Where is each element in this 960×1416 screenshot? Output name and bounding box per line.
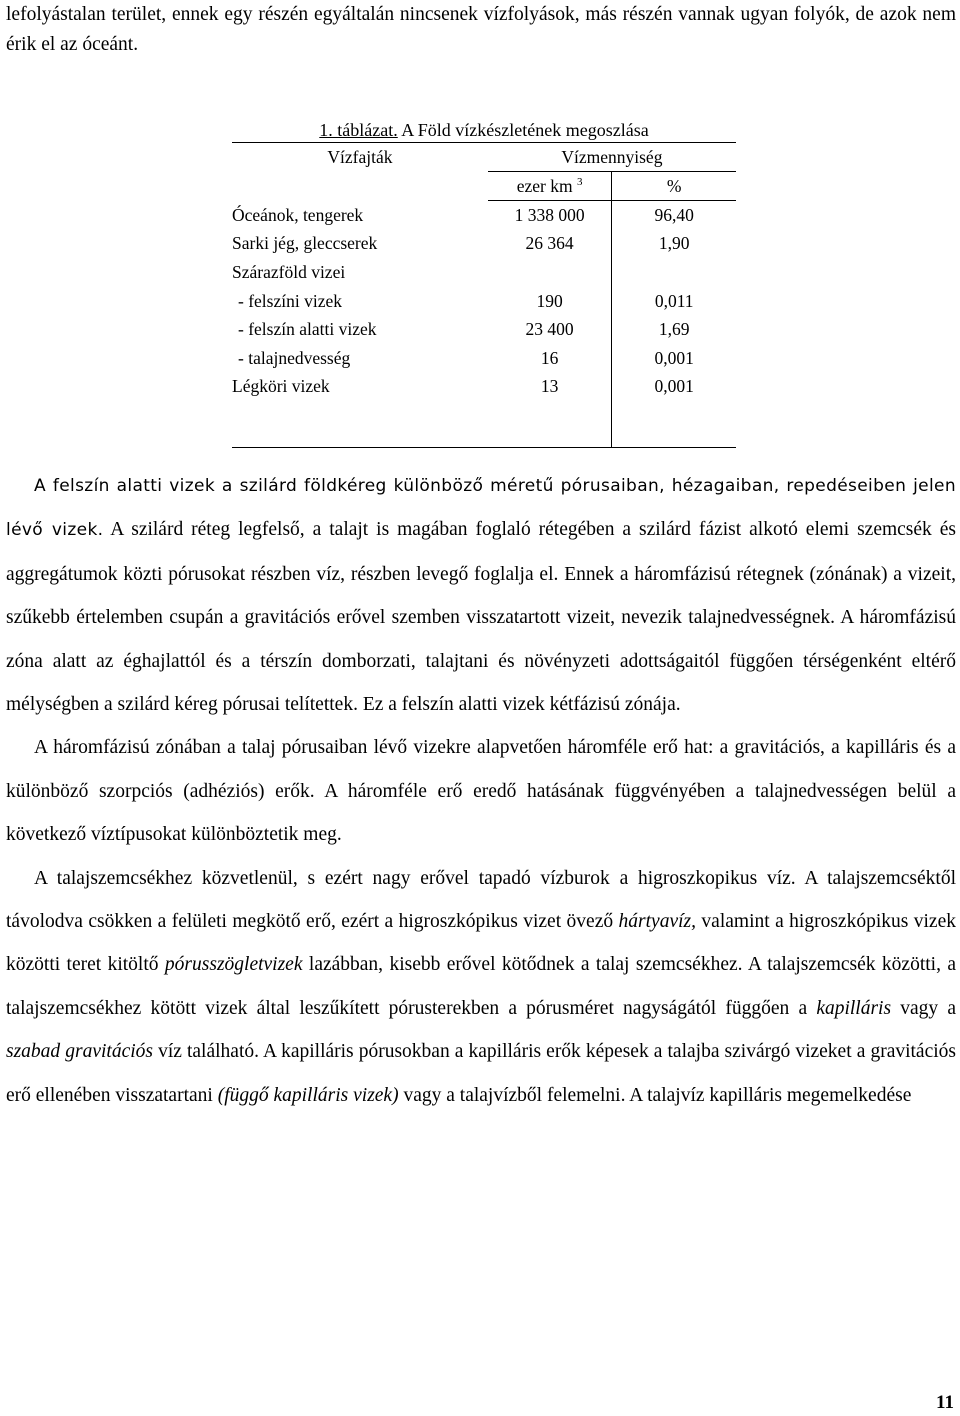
table-caption-label: 1. táblázat. xyxy=(319,120,398,140)
table-unit-row xyxy=(232,172,736,201)
paragraph-forces: A háromfázisú zónában a talaj pórusaiban lévő vizekre alapvetően háromféle erő hat: a gravitációs, a kapilláris és a különböző szorpciós (adhéziós) erők. A háromféle erő eredő hatásának függvényében a talajnedvességen belül a következő víztípusokat különböztetik meg. xyxy=(6,737,956,846)
term-film-water: hártyavíz, xyxy=(618,911,696,933)
unit-volume-exponent: 3 xyxy=(576,175,583,188)
table-row: - felszín alatti vizek 23 400 1,69 xyxy=(232,315,736,344)
table-row: Légköri vizek 13 0,001 xyxy=(232,373,736,402)
unit-volume: ezer km $^3$ xyxy=(488,172,612,201)
header-water-types: Vízfajták xyxy=(232,143,488,172)
table-caption-title: A Föld vízkészletének megoszlása xyxy=(397,120,649,140)
table-header-row xyxy=(232,143,736,172)
table-bottom-row xyxy=(232,401,736,448)
table-row: - felszíni vizek 190 0,011 xyxy=(232,287,736,316)
table-row: - talajnedvesség 16 0,001 xyxy=(232,344,736,373)
term-suspended-capillary: (függő kapilláris vizek) xyxy=(217,1084,399,1106)
table-caption xyxy=(232,118,736,142)
table-row: Szárazföld vizei xyxy=(232,258,736,287)
table-row: Óceánok, tengerek 1 338 000 96,40 xyxy=(232,201,736,230)
water-resources-table xyxy=(232,142,736,448)
unit-percent: % xyxy=(612,172,736,201)
paragraph-water-types: A talajszemcsékhez közvetlenül, s ezért nagy erővel tapadó vízburok a higroszkopikus víz. A talajszemcséktől távolodva csökken a felületi megkötő erő, ezért a higroszkópikus vizet övező hártyavíz, valamint a higroszkópikus vizek közötti teret kitöltő pórusszögletvizek lazábban, kisebb erővel kötődnek a talaj szemcsékhez. A talajszemcsék közötti, a talajszemcsékhez kötött vizek által leszűkített pórusterekben a pórusméret nagyságától függően a kapilláris vagy a szabad gravitációs víz található. A kapilláris pórusokban a kapilláris erők képesek a talajba szivárgó vizeket a gravitációs erő ellenében visszatartani (függő kapilláris vizek) vagy a talajvízből felemelni. A talajvíz kapilláris megemelkedése xyxy=(6,867,957,1106)
term-free-gravitational: szabad gravitációs xyxy=(6,1041,153,1063)
paragraph-pores-rest: A szilárd réteg legfelső, a talajt is magában foglaló rétegében a szilárd fázist alkotó elemi szemcsék és aggregátumok közti pórusokat részben víz, részben levegő foglalja el. Ennek a háromfázisú rétegnek (zónának) a vizeit, szűkebb értelemben csupán a gravitációs erővel szemben visszatartott vizeit, nevezik talajnedvességnek. A háromfázisú zóna alatt az éghajlattól és a térszín domborzati, talajtani és növényzeti adottságaitól függően térségenként eltérő mélységben a szilárd kéreg pórusai telítettek. Ez a felszín alatti vizek kétfázisú zónája. xyxy=(6,519,956,716)
intro-paragraph: lefolyástalan terület, ennek egy részén egyáltalán nincsenek vízfolyások, más részén vannak ugyan folyók, de azok nem érik el az óceánt. xyxy=(6,4,956,55)
page-number: 11 xyxy=(936,1392,954,1413)
term-capillary: kapilláris xyxy=(816,997,892,1019)
body-text xyxy=(6,464,956,1117)
table-row: Sarki jég, gleccserek 26 364 1,90 xyxy=(232,230,736,259)
paragraph-pores-lead: A felszín alatti vizek a szilárd földkéreg különböző méretű pórusaiban, hézagaiban, repedéseiben jelen lévő vizek. xyxy=(6,476,956,541)
term-pore-corner-water: pórusszögletvizek xyxy=(164,954,303,976)
header-water-quantity: Vízmennyiség xyxy=(488,143,736,172)
paragraph-pores xyxy=(6,464,956,726)
